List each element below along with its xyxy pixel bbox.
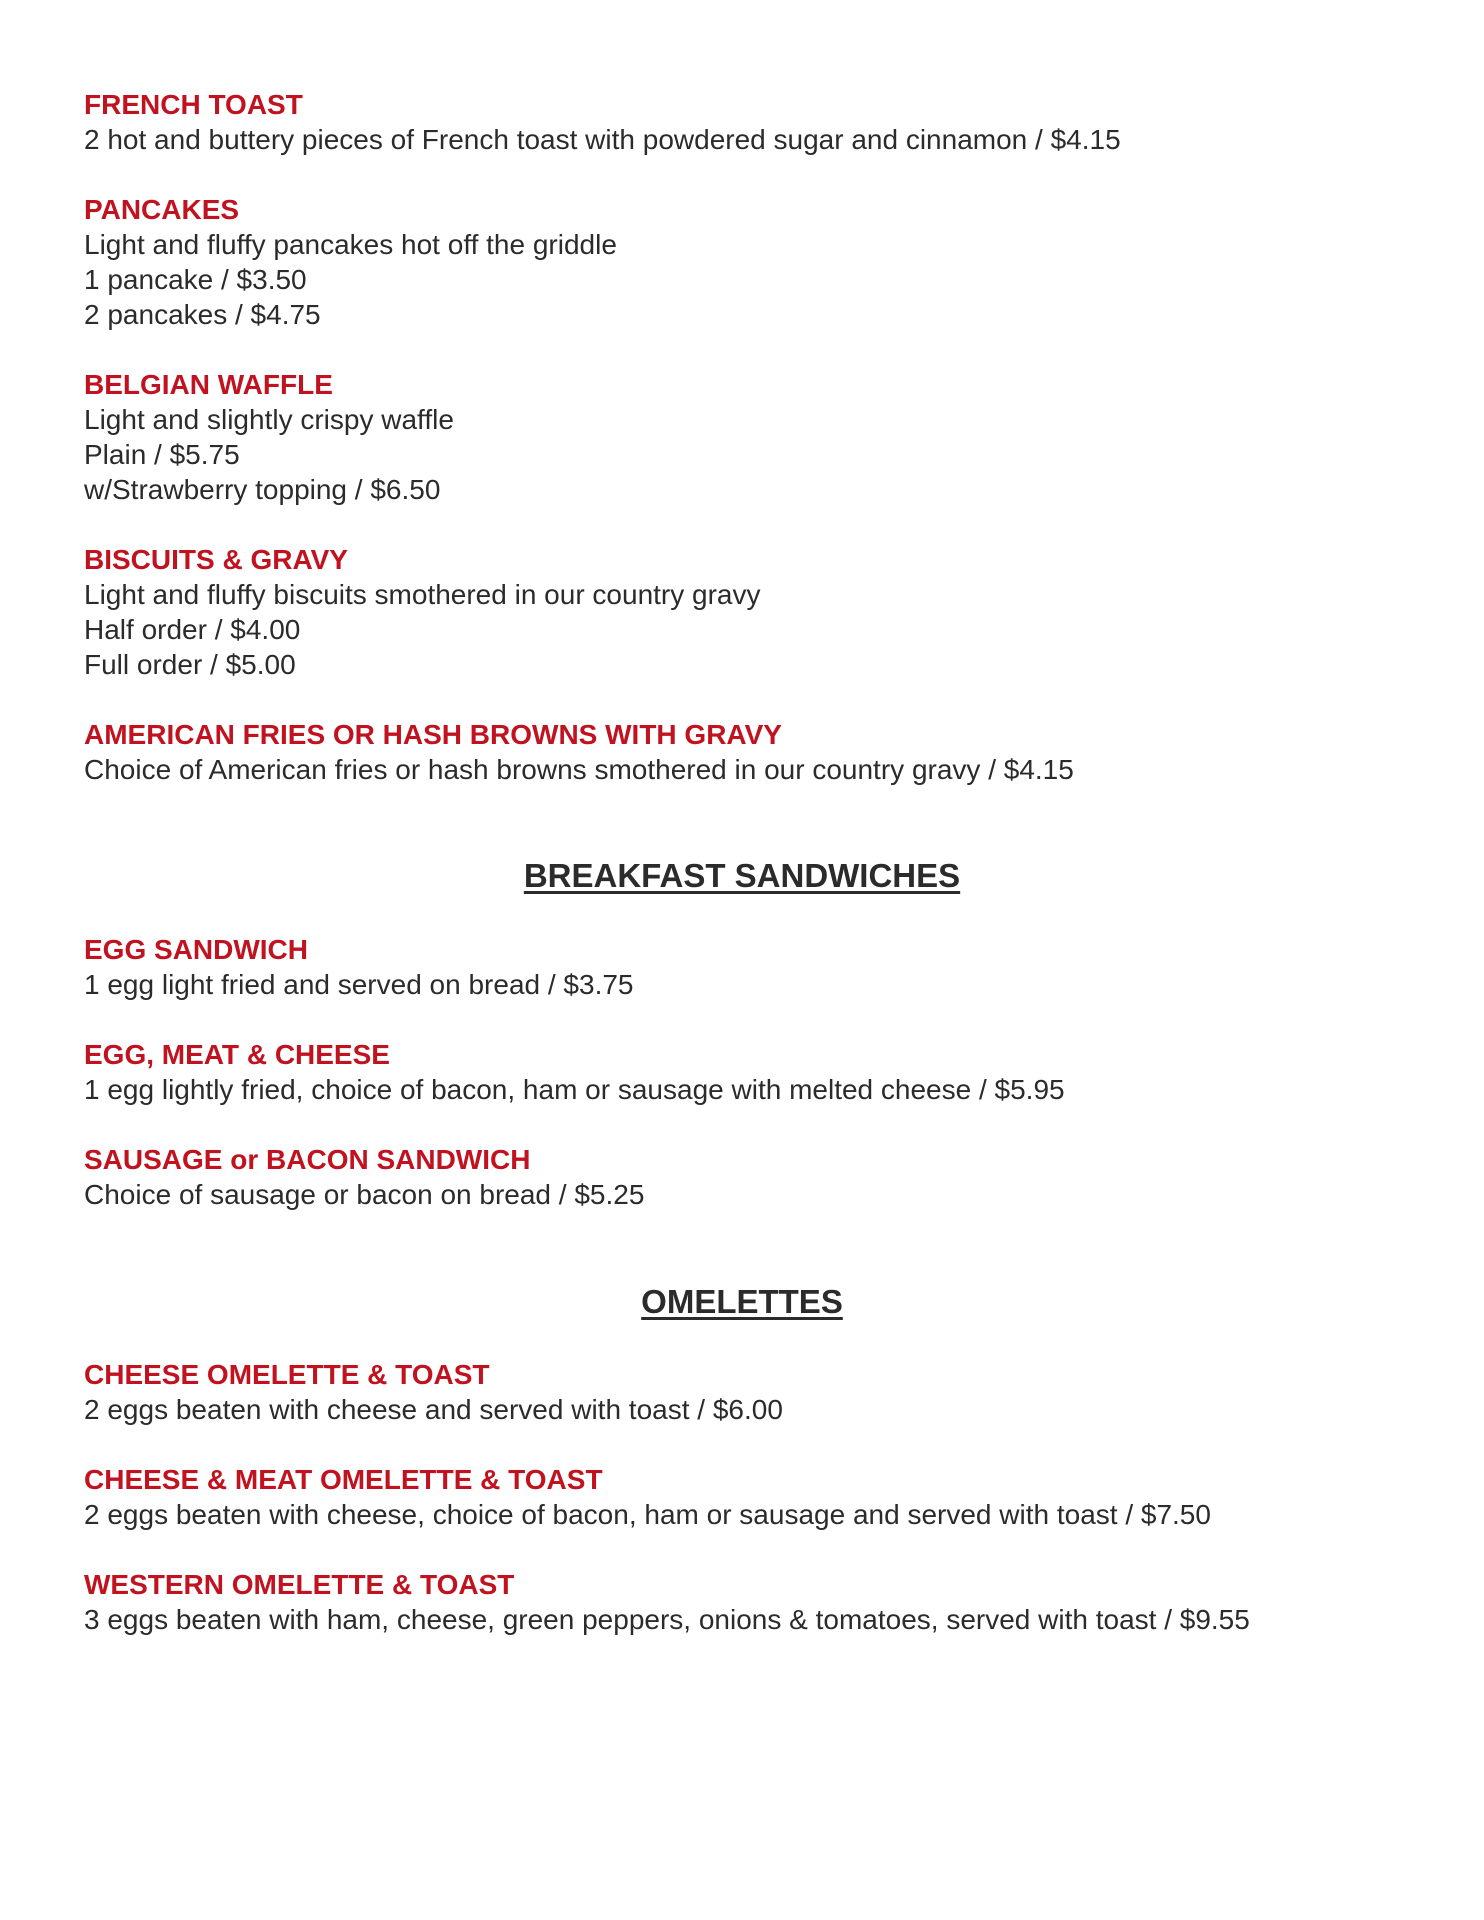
item-price-line-biscuits-half: Half order / $4.00 — [84, 614, 301, 645]
item-description-western-omelette: 3 eggs beaten with ham, cheese, green peppers, onions & tomatoes, served with toast / $9.55 — [84, 1604, 1250, 1635]
item-description-belgian-waffle: Light and slightly crispy waffle — [84, 404, 454, 435]
item-description-french-toast: 2 hot and buttery pieces of French toast with powdered sugar and cinnamon / $4.15 — [84, 124, 1121, 155]
item-description-egg-meat-cheese: 1 egg lightly fried, choice of bacon, ham or sausage with melted cheese / $5.95 — [84, 1074, 1065, 1105]
item-title-cheese-omelette: CHEESE OMELETTE & TOAST — [84, 1359, 490, 1390]
section-header-omelettes: OMELETTES — [641, 1283, 843, 1320]
item-description-pancakes: Light and fluffy pancakes hot off the griddle — [84, 229, 617, 260]
item-title-pancakes: PANCAKES — [84, 194, 240, 225]
item-price-line-waffle-strawberry: w/Strawberry topping / $6.50 — [84, 474, 441, 505]
item-title-sausage-bacon-sandwich: SAUSAGE or BACON SANDWICH — [84, 1144, 531, 1175]
item-description-cheese-omelette: 2 eggs beaten with cheese and served with toast / $6.00 — [84, 1394, 783, 1425]
item-description-biscuits-gravy: Light and fluffy biscuits smothered in our country gravy — [84, 579, 761, 610]
item-description-fries-hashbrowns: Choice of American fries or hash browns smothered in our country gravy / $4.15 — [84, 754, 1074, 785]
item-title-fries-hashbrowns: AMERICAN FRIES OR HASH BROWNS WITH GRAVY — [84, 719, 782, 750]
item-title-belgian-waffle: BELGIAN WAFFLE — [84, 369, 333, 400]
item-description-egg-sandwich: 1 egg light fried and served on bread / $3.75 — [84, 969, 634, 1000]
item-title-cheese-meat-omelette: CHEESE & MEAT OMELETTE & TOAST — [84, 1464, 603, 1495]
item-price-line-pancakes-2: 2 pancakes / $4.75 — [84, 299, 321, 330]
section-header-breakfast-sandwiches: BREAKFAST SANDWICHES — [523, 857, 961, 894]
item-title-french-toast: FRENCH TOAST — [84, 89, 303, 120]
item-title-egg-meat-cheese: EGG, MEAT & CHEESE — [84, 1039, 390, 1070]
item-price-line-pancakes-1: 1 pancake / $3.50 — [84, 264, 307, 295]
item-description-sausage-bacon-sandwich: Choice of sausage or bacon on bread / $5.25 — [84, 1179, 645, 1210]
item-description-cheese-meat-omelette: 2 eggs beaten with cheese, choice of bacon, ham or sausage and served with toast / $7.50 — [84, 1499, 1211, 1530]
item-title-egg-sandwich: EGG SANDWICH — [84, 934, 308, 965]
item-title-western-omelette: WESTERN OMELETTE & TOAST — [84, 1569, 515, 1600]
item-price-line-waffle-plain: Plain / $5.75 — [84, 439, 240, 470]
item-price-line-biscuits-full: Full order / $5.00 — [84, 649, 296, 680]
item-title-biscuits-gravy: BISCUITS & GRAVY — [84, 544, 348, 575]
